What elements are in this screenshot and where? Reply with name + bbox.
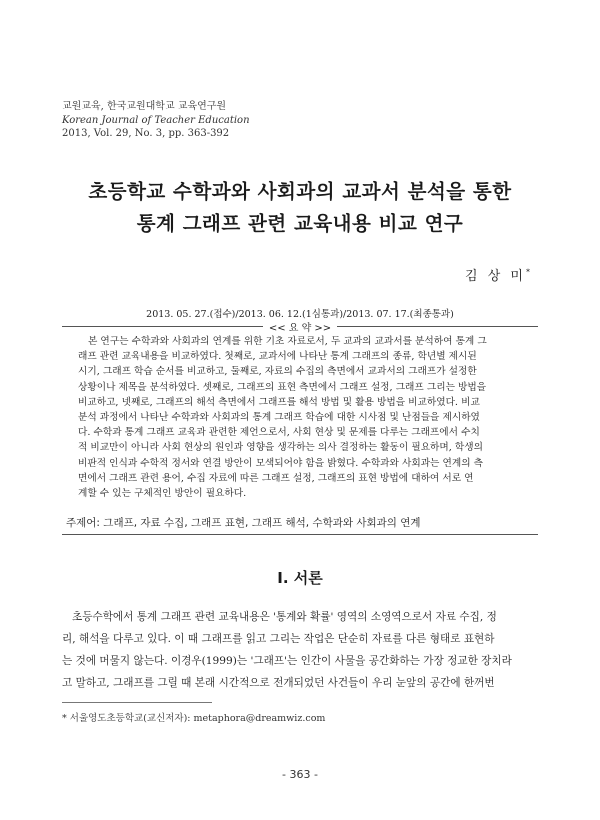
footnote-divider	[62, 702, 212, 703]
abstract-line: 계할 수 있는 구체적인 방안이 필요하다.	[78, 488, 247, 500]
section-heading: Ⅰ. 서론	[277, 569, 323, 587]
author-mark: *	[526, 267, 530, 277]
abstract-line: 래프 관련 교육내용을 비교하였다. 첫째로, 교과서에 나타난 통계 그래프의 종류, 학년별 제시된	[78, 351, 477, 363]
body-text	[62, 606, 538, 694]
author	[465, 265, 530, 284]
page-number: - 363 -	[282, 768, 318, 781]
abstract-line: 비판적 인식과 수학적 정서와 연결 방안이 모색되어야 함을 밝혔다. 수학과와 사회과는 연계의 측	[78, 457, 483, 469]
footnote: * 서울영도초등학교(교신저자): metaphora@dreamwiz.com	[62, 713, 326, 724]
journal-name-korean: 교원교육, 한국교원대학교 교육연구원	[62, 101, 227, 112]
abstract-body	[78, 334, 528, 501]
paper-title-line-1: 초등학교 수학과와 사회과의 교과서 분석을 통한	[88, 180, 512, 203]
body-line: 초등수학에서 통계 그래프 관련 교육내용은 '통계와 확률' 영역의 소영역으로서 자료 수집, 정	[72, 611, 497, 623]
abstract-line: 상황이나 제목을 분석하였다. 셋째로, 그래프의 표현 측면에서 그래프 설정, 그래프 그리는 방법을	[78, 381, 487, 393]
abstract-line: 적 비교만이 아니라 사회 현상의 원인과 영향을 생각하는 의사 결정하는 활동이 필요하며, 학생의	[78, 442, 483, 454]
abstract-line: 면에서 그래프 관련 용어, 수집 자료에 따른 그래프 설정, 그래프의 표현 방법에 대하여 서로 연	[78, 472, 474, 484]
abstract-line: 비교하고, 넷째로, 그래프의 해석 측면에서 그래프를 해석 방법 및 활용 방법을 비교하였다. 비교	[78, 396, 480, 408]
abstract-heading-text: << 요 약 >>	[263, 323, 337, 334]
journal-name-english: Korean Journal of Teacher Education	[62, 114, 250, 126]
keywords-divider	[62, 534, 538, 535]
abstract-line: 분석 과정에서 나타난 수학과와 사회과의 통계 그래프 학습에 대한 시사점 및 난점들을 제시하였	[78, 412, 480, 424]
abstract-line: 다. 수학과 통계 그래프 교육과 관련한 제언으로서, 사회 현상 및 문제를 다루는 그래프에서 수치	[78, 427, 480, 439]
journal-volume: 2013, Vol. 29, No. 3, pp. 363-392	[62, 128, 230, 139]
keywords: 주제어: 그래프, 자료 수집, 그래프 표현, 그래프 해석, 수학과와 사회과의 연계	[66, 517, 421, 529]
submission-dates: 2013. 05. 27.(접수)/2013. 06. 12.(1심통과)/2013. 07. 17.(최종통과)	[146, 309, 454, 320]
author-name: 김 상 미	[465, 269, 526, 284]
abstract-heading	[0, 319, 600, 334]
paper-title-line-2: 통계 그래프 관련 교육내용 비교 연구	[136, 212, 464, 235]
body-line: 는 것에 머물지 않는다. 이경우(1999)는 '그래프'는 인간이 사물을 공간화하는 가장 정교한 장치라	[62, 655, 512, 667]
body-line: 리, 해석을 다루고 있다. 이 때 그래프를 읽고 그리는 작업은 단순히 자료를 다른 형태로 표현하	[62, 633, 495, 645]
journal-info	[62, 100, 362, 141]
abstract-line: 시기, 그래프 학습 순서를 비교하고, 둘째로, 자료의 수집의 측면에서 교과서의 그래프가 설정한	[78, 366, 477, 378]
body-line: 고 말하고, 그래프를 그릴 때 본래 시간적으로 전개되었던 사건들이 우리 눈앞의 공간에 한꺼번	[62, 677, 495, 689]
abstract-line: 본 연구는 수학과와 사회과의 연계를 위한 기초 자료로서, 두 교과의 교과서를 분석하여 통계 그	[88, 336, 487, 347]
